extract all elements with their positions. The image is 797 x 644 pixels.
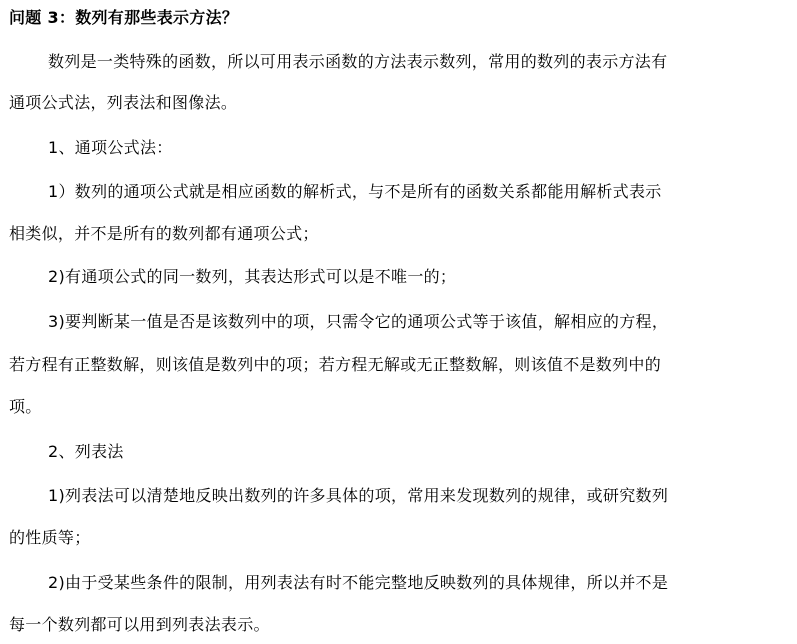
table-point-1-line-2: 的性质等； (9, 528, 91, 547)
section-heading-formula: 1、通项公式法： (48, 138, 173, 157)
question-title: 问题 3：数列有那些表示方法？ (9, 8, 239, 27)
paragraph-intro-line-1: 数列是一类特殊的函数，所以可用表示函数的方法表示数列，常用的数列的表示方法有 (48, 52, 668, 71)
formula-point-1-line-1: 1）数列的通项公式就是相应函数的解析式，与不是所有的函数关系都能用解析式表示 (48, 182, 662, 201)
formula-point-3-line-3: 项。 (9, 397, 42, 416)
table-point-1-line-1: 1)列表法可以清楚地反映出数列的许多具体的项，常用来发现数列的规律，或研究数列 (48, 486, 669, 505)
table-point-2-line-2: 每一个数列都可以用到列表法表示。 (9, 615, 270, 634)
formula-point-3-line-2: 若方程有正整数解，则该值是数列中的项；若方程无解或无正整数解，则该值不是数列中的 (9, 355, 662, 374)
formula-point-3-line-1: 3)要判断某一值是否是该数列中的项，只需令它的通项公式等于该值，解相应的方程， (48, 312, 669, 331)
formula-point-1-line-2: 相类似，并不是所有的数列都有通项公式； (9, 224, 319, 243)
section-heading-table: 2、列表法 (48, 442, 124, 461)
formula-point-2: 2)有通项公式的同一数列，其表达形式可以是不唯一的； (48, 267, 457, 286)
table-point-2-line-1: 2)由于受某些条件的限制，用列表法有时不能完整地反映数列的具体规律，所以并不是 (48, 573, 669, 592)
paragraph-intro-line-2: 通项公式法，列表法和图像法。 (9, 93, 238, 112)
